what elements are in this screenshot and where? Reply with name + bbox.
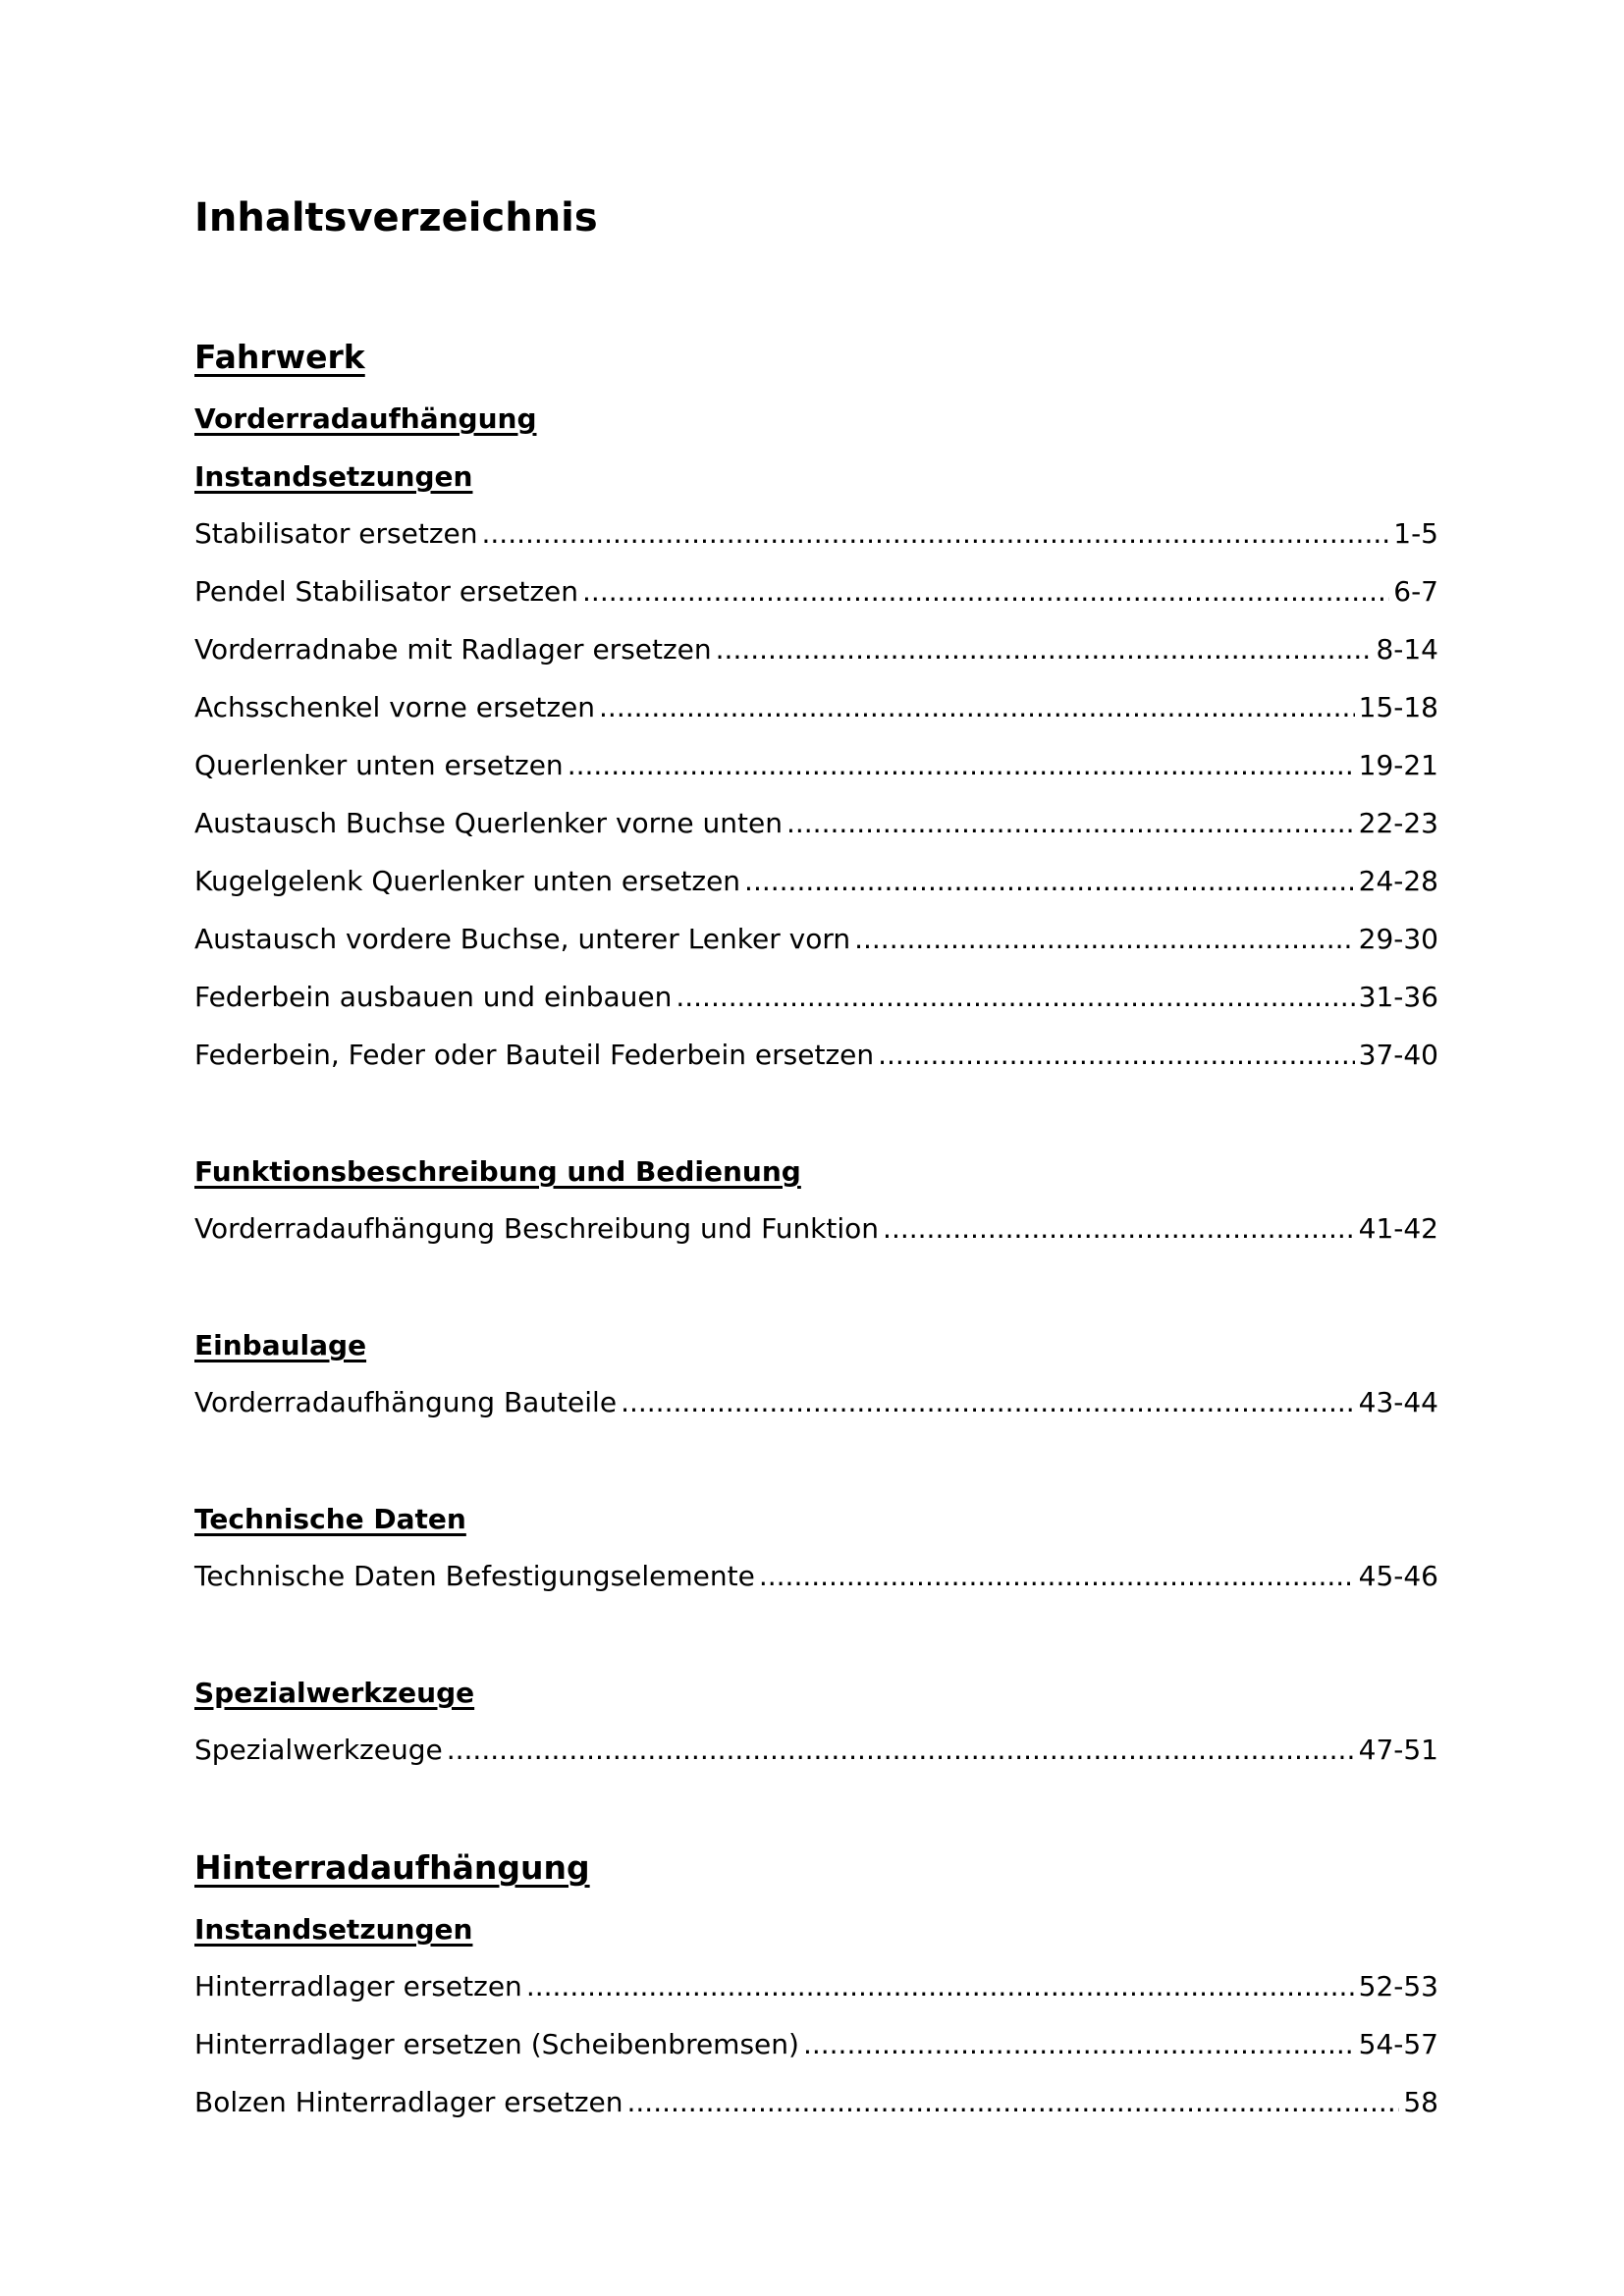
toc-entry-pages: 19-21 xyxy=(1358,749,1438,781)
toc-entry-label: Querlenker unten ersetzen xyxy=(194,749,564,781)
toc-entry-pages: 1-5 xyxy=(1393,517,1438,550)
chapter-heading: Fahrwerk xyxy=(194,338,365,376)
dot-leader xyxy=(447,1733,1355,1768)
dot-leader xyxy=(759,1559,1355,1594)
dot-leader xyxy=(676,980,1354,1015)
toc-entry-pages: 47-51 xyxy=(1358,1734,1438,1766)
toc-entry-pages: 15-18 xyxy=(1358,691,1438,723)
section-heading-front: Vorderradaufhängung xyxy=(194,402,537,435)
toc-entry-label: Technische Daten Befestigungselemente xyxy=(194,1560,755,1592)
toc-entry[interactable] xyxy=(194,1038,1438,1073)
dot-leader xyxy=(526,1969,1355,2004)
toc-entry[interactable] xyxy=(194,632,1438,667)
toc-entry-pages: 8-14 xyxy=(1376,633,1438,666)
toc-entry-pages: 41-42 xyxy=(1358,1212,1438,1245)
page-title: Inhaltsverzeichnis xyxy=(194,195,598,240)
toc-entry-label: Hinterradlager ersetzen xyxy=(194,1970,522,2002)
toc-entry-pages: 29-30 xyxy=(1358,923,1438,955)
dot-leader xyxy=(568,748,1355,783)
toc-entry-label: Austausch Buchse Querlenker vorne unten xyxy=(194,807,783,839)
dot-leader xyxy=(621,1385,1355,1420)
toc-entry[interactable] xyxy=(194,1559,1438,1594)
toc-entry-pages: 24-28 xyxy=(1358,865,1438,897)
toc-entry[interactable] xyxy=(194,516,1438,552)
toc-entry-pages: 54-57 xyxy=(1358,2028,1438,2060)
toc-entry-label: Spezialwerkzeuge xyxy=(194,1734,443,1766)
toc-entry-pages: 6-7 xyxy=(1393,575,1438,608)
subsection-heading-techdata: Technische Daten xyxy=(194,1503,466,1535)
toc-entry[interactable] xyxy=(194,2027,1438,2062)
toc-entry[interactable] xyxy=(194,864,1438,899)
dot-leader xyxy=(582,574,1389,610)
toc-entry-label: Federbein ausbauen und einbauen xyxy=(194,981,673,1013)
toc-entry-label: Federbein, Feder oder Bauteil Federbein ersetzen xyxy=(194,1039,875,1071)
toc-entry-pages: 37-40 xyxy=(1358,1039,1438,1071)
toc-entry[interactable] xyxy=(194,1385,1438,1420)
subsection-heading-function: Funktionsbeschreibung und Bedienung xyxy=(194,1155,801,1188)
dot-leader xyxy=(482,516,1390,552)
toc-entry-pages: 22-23 xyxy=(1358,807,1438,839)
toc-entry-label: Austausch vordere Buchse, unterer Lenker vorn xyxy=(194,923,851,955)
toc-entry-label: Pendel Stabilisator ersetzen xyxy=(194,575,579,608)
toc-entry-label: Vorderradaufhängung Bauteile xyxy=(194,1386,618,1418)
toc-entry-label: Stabilisator ersetzen xyxy=(194,517,478,550)
toc-entry[interactable] xyxy=(194,574,1438,610)
dot-leader xyxy=(883,1211,1355,1247)
toc-entry-label: Bolzen Hinterradlager ersetzen xyxy=(194,2086,623,2118)
toc-entry-label: Achsschenkel vorne ersetzen xyxy=(194,691,596,723)
toc-entry[interactable] xyxy=(194,1969,1438,2004)
toc-entry-pages: 45-46 xyxy=(1358,1560,1438,1592)
toc-entry-pages: 58 xyxy=(1403,2086,1438,2118)
subsection-heading-rear-repairs: Instandsetzungen xyxy=(194,1913,473,1946)
dot-leader xyxy=(803,2027,1355,2062)
toc-entry[interactable] xyxy=(194,806,1438,841)
subsection-heading-install: Einbaulage xyxy=(194,1329,367,1362)
toc-entry-label: Kugelgelenk Querlenker unten ersetzen xyxy=(194,865,741,897)
toc-entry[interactable] xyxy=(194,1733,1438,1768)
toc-entry[interactable] xyxy=(194,748,1438,783)
toc-entry-label: Vorderradaufhängung Beschreibung und Funktion xyxy=(194,1212,880,1245)
dot-leader xyxy=(786,806,1355,841)
toc-entry[interactable] xyxy=(194,922,1438,957)
subsection-heading-tools: Spezialwerkzeuge xyxy=(194,1677,475,1709)
toc-entry[interactable] xyxy=(194,980,1438,1015)
toc-entry[interactable] xyxy=(194,1211,1438,1247)
toc-entry[interactable] xyxy=(194,690,1438,725)
toc-entry[interactable] xyxy=(194,2085,1438,2120)
toc-entry-pages: 43-44 xyxy=(1358,1386,1438,1418)
dot-leader xyxy=(854,922,1355,957)
dot-leader xyxy=(744,864,1355,899)
dot-leader xyxy=(716,632,1373,667)
toc-entry-label: Hinterradlager ersetzen (Scheibenbremsen) xyxy=(194,2028,799,2060)
dot-leader xyxy=(599,690,1355,725)
section-heading-rear: Hinterradaufhängung xyxy=(194,1848,590,1887)
toc-entry-pages: 52-53 xyxy=(1358,1970,1438,2002)
dot-leader xyxy=(878,1038,1355,1073)
toc-entry-label: Vorderradnabe mit Radlager ersetzen xyxy=(194,633,712,666)
subsection-heading-repairs: Instandsetzungen xyxy=(194,460,473,493)
toc-entry-pages: 31-36 xyxy=(1358,981,1438,1013)
dot-leader xyxy=(627,2085,1400,2120)
